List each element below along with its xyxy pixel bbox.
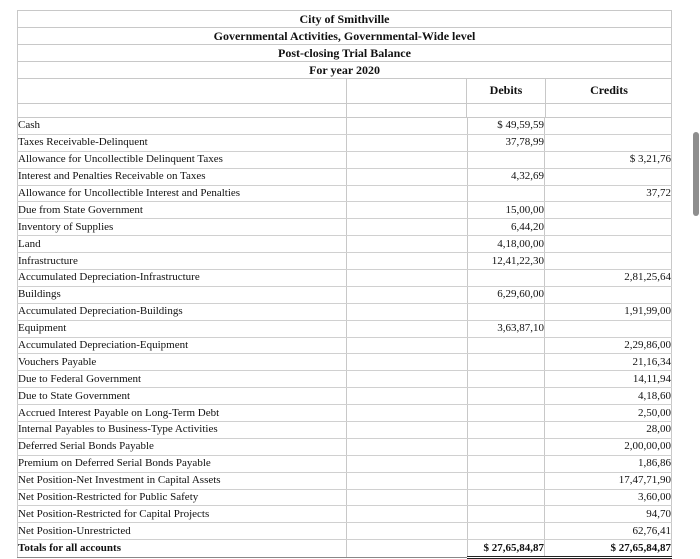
table-row [18,388,672,405]
credit-amount [545,286,672,303]
account-name: Due to Federal Government [18,371,347,388]
account-name: Allowance for Uncollectible Interest and Penalties [18,185,347,202]
table-row [18,151,672,168]
account-name: Inventory of Supplies [18,219,347,236]
spacer-cell [347,405,468,422]
credit-amount: 2,00,00,00 [545,438,672,455]
spacer-cell [347,286,468,303]
account-name: Land [18,236,347,253]
account-name: Due to State Government [18,388,347,405]
credit-amount [545,236,672,253]
entity-name: City of Smithville [299,12,390,26]
trial-balance-body [18,118,672,558]
account-name: Infrastructure [18,253,347,270]
header-divider-3 [17,61,672,62]
table-row [18,523,672,540]
statement-title: Post-closing Trial Balance [278,46,411,60]
spacer-cell [347,455,468,472]
account-name: Net Position-Restricted for Capital Projects [18,506,347,523]
credit-amount: 1,91,99,00 [545,303,672,320]
debit-amount: 4,32,69 [468,168,545,185]
table-row [18,472,672,489]
credits-column-header: Credits [590,83,628,97]
account-name: Vouchers Payable [18,354,347,371]
account-name: Net Position-Restricted for Public Safety [18,489,347,506]
table-row [18,320,672,337]
debit-amount [468,388,545,405]
header-divider-2 [17,44,672,45]
scrollbar-thumb[interactable] [693,132,699,216]
credit-amount: 17,47,71,90 [545,472,672,489]
credit-amount [545,168,672,185]
debit-amount [468,405,545,422]
table-row [18,202,672,219]
debit-amount [468,303,545,320]
spacer-cell [347,472,468,489]
spacer-cell [347,134,468,151]
table-row [18,455,672,472]
header-divider-1 [17,27,672,28]
credit-amount: $ 27,65,84,87 [545,540,672,558]
debit-amount: $ 27,65,84,87 [468,540,545,558]
spacer-cell [347,253,468,270]
debit-amount: 12,41,22,30 [468,253,545,270]
debit-amount [468,270,545,287]
spacer-cell [347,151,468,168]
totals-row [18,540,672,558]
table-row [18,337,672,354]
credit-amount [545,219,672,236]
debit-amount [468,422,545,439]
debit-amount [468,185,545,202]
spacer-cell [347,489,468,506]
grid-col-1 [346,78,347,118]
account-name: Accumulated Depreciation-Buildings [18,303,347,320]
debit-amount: 6,44,20 [468,219,545,236]
trial-balance-sheet [17,10,672,555]
debit-amount [468,151,545,168]
credit-amount: 62,76,41 [545,523,672,540]
spacer-cell [347,185,468,202]
spacer-cell [347,422,468,439]
credit-amount: 28,00 [545,422,672,439]
table-row [18,371,672,388]
frame-top [17,10,672,11]
table-row [18,438,672,455]
credit-amount [545,253,672,270]
debit-amount [468,472,545,489]
credit-amount: 4,18,60 [545,388,672,405]
debit-amount: 37,78,99 [468,134,545,151]
debit-amount [468,438,545,455]
account-name: Totals for all accounts [18,540,347,558]
spacer-cell [347,118,468,134]
table-row [18,286,672,303]
debit-amount [468,371,545,388]
credit-amount [545,320,672,337]
credit-amount: 37,72 [545,185,672,202]
table-row [18,185,672,202]
table-row [18,303,672,320]
reporting-level: Governmental Activities, Governmental-Wide level [213,29,476,43]
spacer-cell [347,236,468,253]
table-row [18,422,672,439]
table-row [18,489,672,506]
credit-amount [545,202,672,219]
credit-amount: $ 3,21,76 [545,151,672,168]
table-row [18,168,672,185]
credit-amount [545,118,672,134]
table-row [18,219,672,236]
vertical-scrollbar[interactable] [692,0,700,550]
account-name: Interest and Penalties Receivable on Taxes [18,168,347,185]
credit-amount: 3,60,00 [545,489,672,506]
account-name: Net Position-Net Investment in Capital Assets [18,472,347,489]
debit-amount [468,506,545,523]
credit-amount: 1,86,86 [545,455,672,472]
account-name: Premium on Deferred Serial Bonds Payable [18,455,347,472]
account-name: Buildings [18,286,347,303]
account-name: Net Position-Unrestricted [18,523,347,540]
credit-amount: 2,29,86,00 [545,337,672,354]
debit-amount [468,337,545,354]
table-row [18,118,672,134]
debit-amount [468,489,545,506]
spacer-cell [347,354,468,371]
account-name: Allowance for Uncollectible Delinquent Taxes [18,151,347,168]
trial-balance-table [17,118,672,559]
spacer-cell [347,168,468,185]
spacer-cell [347,303,468,320]
table-row [18,270,672,287]
credit-amount: 2,81,25,64 [545,270,672,287]
debits-column-header: Debits [489,83,523,97]
spacer-cell [347,219,468,236]
debit-amount: 3,63,87,10 [468,320,545,337]
credit-amount [545,134,672,151]
table-row [18,236,672,253]
debit-amount [468,354,545,371]
table-row [18,253,672,270]
debit-amount: 6,29,60,00 [468,286,545,303]
spacer-cell [347,438,468,455]
table-row [18,134,672,151]
account-name: Deferred Serial Bonds Payable [18,438,347,455]
account-name: Accumulated Depreciation-Equipment [18,337,347,354]
spacer-cell [347,270,468,287]
credit-amount: 21,16,34 [545,354,672,371]
column-head-divider [17,103,672,104]
debit-amount [468,523,545,540]
spacer-cell [347,320,468,337]
credit-amount: 94,70 [545,506,672,523]
table-row [18,405,672,422]
table-row [18,354,672,371]
account-name: Accumulated Depreciation-Infrastructure [18,270,347,287]
spacer-cell [347,371,468,388]
spacer-cell [347,337,468,354]
credit-amount: 14,11,94 [545,371,672,388]
debit-amount [468,455,545,472]
debit-amount: $ 49,59,59 [468,118,545,134]
account-name: Accrued Interest Payable on Long-Term Debt [18,405,347,422]
spacer-cell [347,506,468,523]
account-name: Taxes Receivable-Delinquent [18,134,347,151]
statement-period: For year 2020 [309,63,380,77]
spacer-cell [347,540,468,558]
debit-amount: 15,00,00 [468,202,545,219]
spacer-cell [347,388,468,405]
table-row [18,506,672,523]
account-name: Equipment [18,320,347,337]
account-name: Cash [18,118,347,134]
debit-amount: 4,18,00,00 [468,236,545,253]
credit-amount: 2,50,00 [545,405,672,422]
spacer-cell [347,202,468,219]
spacer-cell [347,523,468,540]
account-name: Internal Payables to Business-Type Activities [18,422,347,439]
account-name: Due from State Government [18,202,347,219]
